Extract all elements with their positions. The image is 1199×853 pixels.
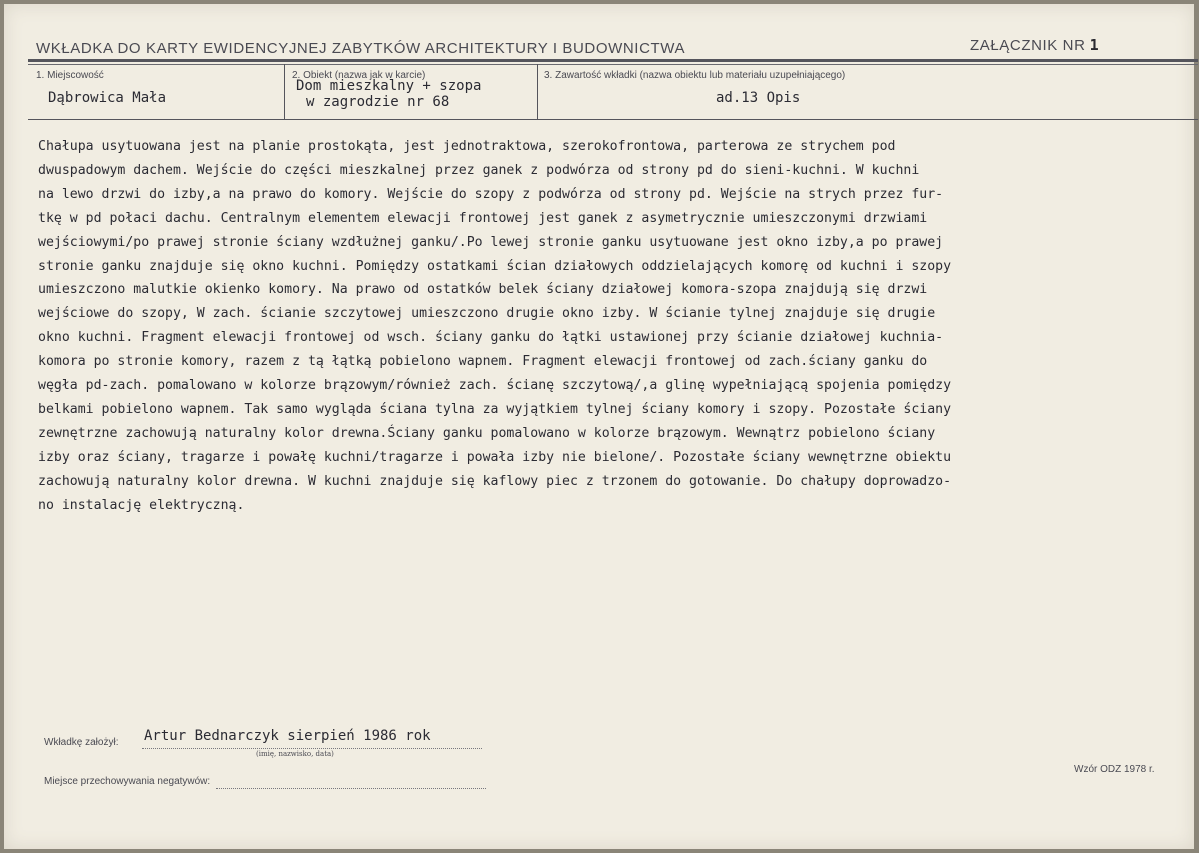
header-rule-thin xyxy=(28,64,1198,65)
body-line: dwuspadowym dachem. Wejście do części mieszkalnej przez ganek z podwórza od strony pd do sieni-kuchni. W kuchni xyxy=(38,162,920,178)
body-line: Chałupa usytuowana jest na planie prostokąta, jest jednotraktowa, szerokofrontowa, parterowa ze strychem pod xyxy=(38,139,896,154)
contents-value: ad.13 Opis xyxy=(716,90,801,106)
contents-label: 3. Zawartość wkładki (nazwa obiektu lub materiału uzupełniającego) xyxy=(544,70,846,81)
body-line: zachowują naturalny kolor drewna. W kuchni znajduje się kaflowy piec z trzonem do gotowanie. Do chałupy doprowadzo- xyxy=(38,473,952,489)
body-line: okno kuchni. Fragment elewacji frontowej od wsch. ściany ganku do łątki ustawionej przy ścianie działowej kuchnia- xyxy=(38,330,944,346)
body-line: wejściowymi/po prawej stronie ściany wzdłużnej ganku/.Po lewej stronie ganku usytuowane jest okno izby,a po prawej xyxy=(38,234,944,250)
object-label: 2. Obiekt (nazwa jak w karcie) xyxy=(292,70,426,81)
body-line: no instalację elektryczną. xyxy=(38,497,245,513)
object-value-line1: Dom mieszkalny + szopa xyxy=(296,78,482,94)
insert-author-label: Wkładkę założył: xyxy=(44,737,119,748)
field-divider-1 xyxy=(284,64,285,119)
body-line: izby oraz ściany, tragarze i powałę kuchni/tragarze i powała izby nie bielone/. Pozostałe ściany wewnętrzne obiektu xyxy=(38,449,952,465)
form-title: WKŁADKA DO KARTY EWIDENCYJNEJ ZABYTKÓW ARCHITEKTURY I BUDOWNICTWA xyxy=(36,40,686,57)
body-line: zewnętrzne zachowują naturalny kolor drewna.Ściany ganku pomalowano w kolorze brązowym. Wewnątrz pobielono ściany xyxy=(38,425,936,441)
annex-label xyxy=(970,36,1099,54)
body-line: tkę w pd połaci dachu. Centralnym elementem elewacji frontowej jest ganek z asymetrycznie umieszczonymi drzwiami xyxy=(38,210,928,226)
fields-bottom-rule xyxy=(28,119,1198,120)
record-card xyxy=(4,4,1194,849)
annex-number: 1 xyxy=(1089,36,1100,54)
body-line: stronie ganku znajduje się okno kuchni. Pomiędzy ostatkami ścian działowych oddzielających komorę od kuchni i szopy xyxy=(38,258,952,274)
form-code: Wzór ODZ 1978 r. xyxy=(1074,764,1155,775)
negatives-dotline xyxy=(216,788,486,789)
locality-value: Dąbrowica Mała xyxy=(48,90,167,106)
header-rule xyxy=(28,59,1198,62)
insert-author-note: (imię, nazwisko, data) xyxy=(256,750,334,758)
body-line: umieszczono malutkie okienko komory. Na prawo od ostatków belek ściany działowej komora-szopa znajdują się drzwi xyxy=(38,282,928,298)
body-line: na lewo drzwi do izby,a na prawo do komory. Wejście do szopy z podwórza od strony pd. Wejście na strych przez fur- xyxy=(38,186,944,202)
body-line: wejściowe do szopy, W zach. ścianie szczytowej umieszczono drugie okno izby. W ścianie tylnej znajduje się drugie xyxy=(38,306,936,322)
body-line: węgła pd-zach. pomalowano w kolorze brązowym/również zach. ścianę szczytową/,a glinę wypełniającą spojenia pomiędzy xyxy=(38,378,952,394)
locality-label: 1. Miejscowość xyxy=(36,70,104,81)
insert-author-value: Artur Bednarczyk sierpień 1986 rok xyxy=(144,728,431,744)
field-divider-2 xyxy=(537,64,538,119)
description-body xyxy=(38,135,1198,518)
annex-label-text: ZAŁĄCZNIK NR xyxy=(970,37,1086,54)
object-value-line2: w zagrodzie nr 68 xyxy=(306,94,450,110)
negatives-label: Miejsce przechowywania negatywów: xyxy=(44,776,211,787)
body-line: komora po stronie komory, razem z tą łątką pobielono wapnem. Fragment elewacji frontowej od zach.ściany ganku do xyxy=(38,354,928,370)
body-line: belkami pobielono wapnem. Tak samo wygląda ściana tylna za wyjątkiem tylnej ściany komory i szopy. Pozostałe ściany xyxy=(38,401,952,417)
insert-author-dotline xyxy=(142,748,482,749)
